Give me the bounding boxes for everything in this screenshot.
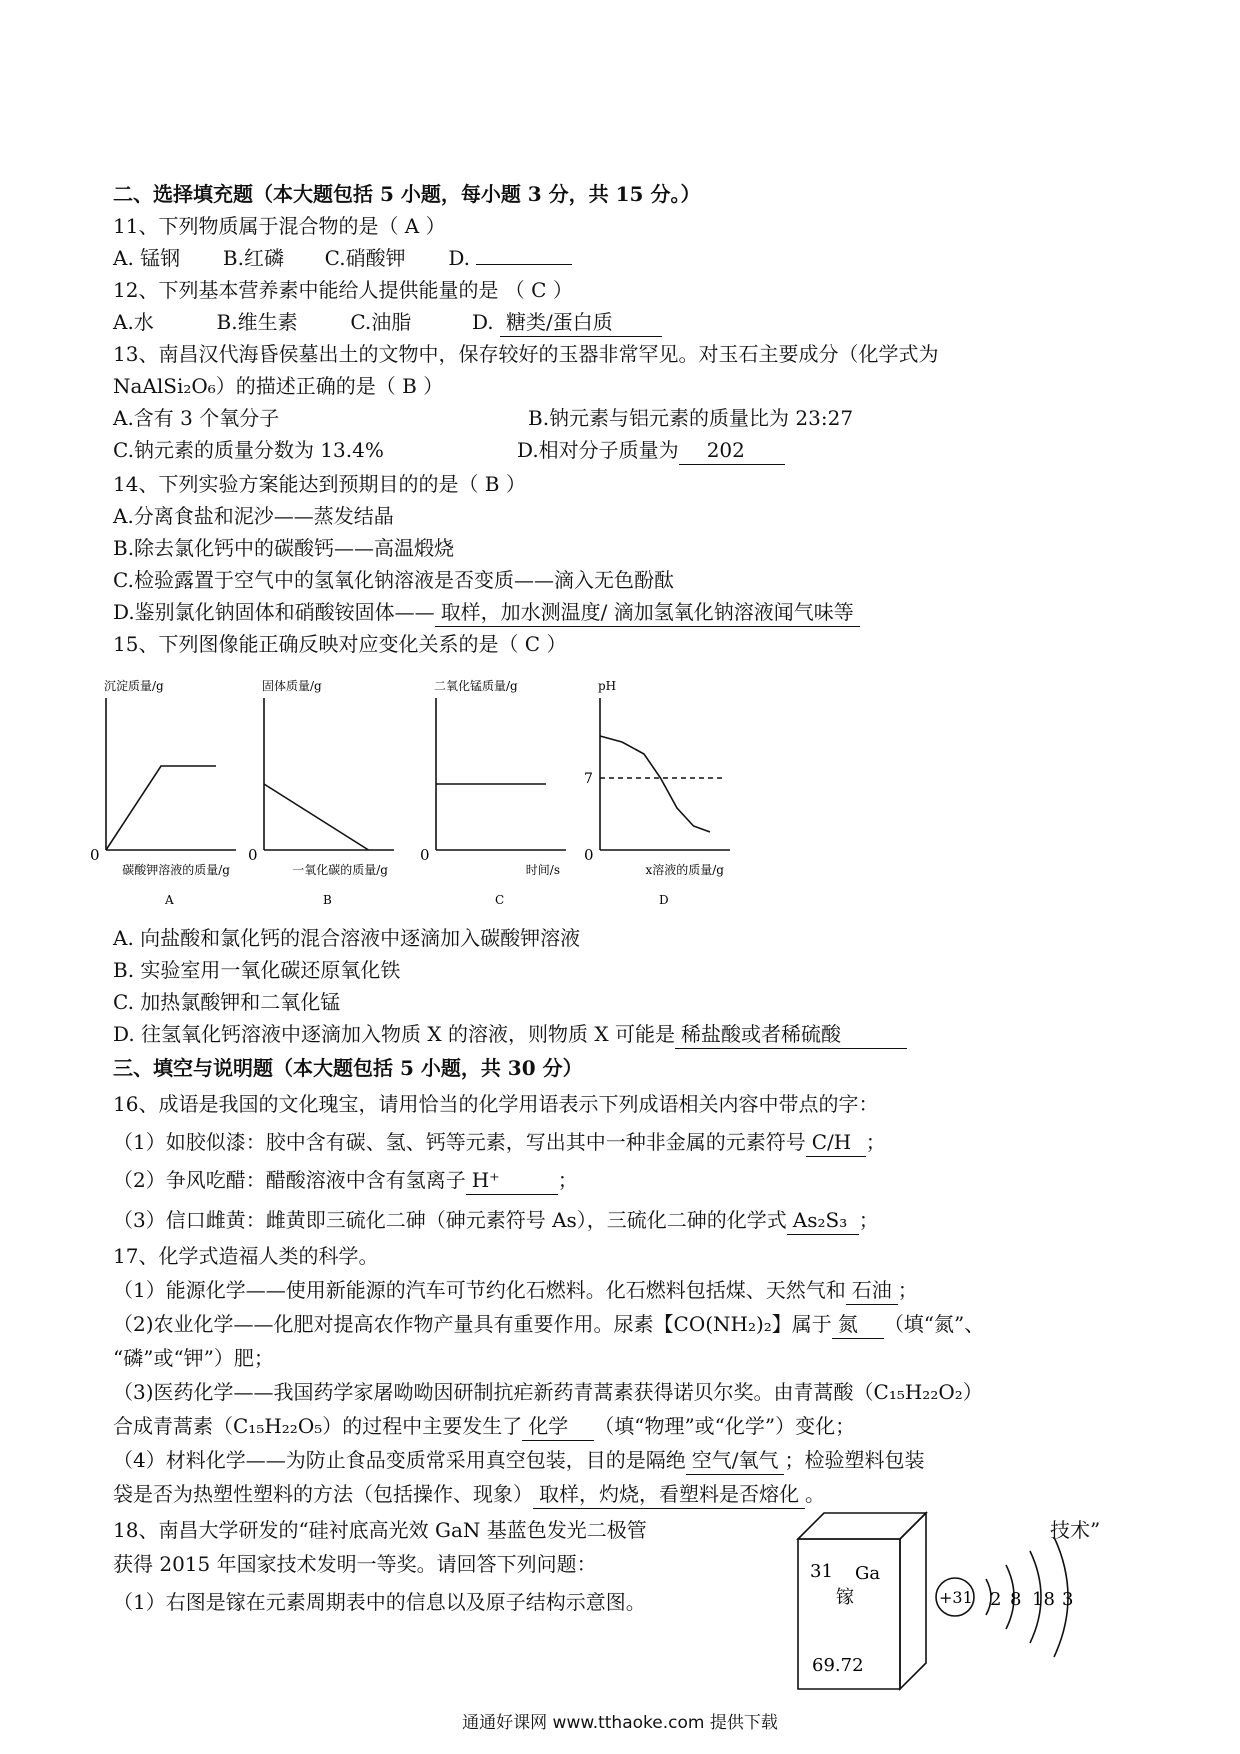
q15-charts xyxy=(90,679,832,912)
footer-source: 通通好课网 www.tthaoke.com 提供下载 xyxy=(462,1713,778,1733)
q13-option-d xyxy=(517,436,785,465)
q12-option-c: C.油脂 xyxy=(350,310,412,334)
shell-2-count: 8 xyxy=(1010,1589,1022,1610)
q14-stem: 14、下列实验方案能达到预期目的的是（ B ） xyxy=(113,472,526,496)
q17-part3-cont xyxy=(113,1412,855,1441)
q16-part3-text: （3）信口雌黄：雌黄即三硫化二砷（砷元素符号 As），三硫化二砷的化学式 xyxy=(113,1208,787,1232)
element-symbol: Ga xyxy=(855,1563,881,1584)
shell-4-count: 3 xyxy=(1062,1589,1074,1610)
q12-option-b: B.维生素 xyxy=(216,310,298,334)
q17-part2-answer: 氮 xyxy=(832,1310,884,1339)
chart-c-ylabel: 二氧化锰质量/g xyxy=(434,679,518,693)
chart-a-xlabel: 碳酸钾溶液的质量/g xyxy=(122,863,230,877)
q17-part3-answer: 化学 xyxy=(522,1412,594,1441)
q12-stem: 12、下列基本营养素中能给人提供能量的是 （ C ） xyxy=(113,278,573,302)
q11-option-a: A. 锰钢 xyxy=(113,246,181,270)
q17-part1-answer: 石油 xyxy=(846,1276,898,1305)
shell-1-count: 2 xyxy=(990,1589,1002,1610)
q16-part2-text: （2）争风吃醋：醋酸溶液中含有氢离子 xyxy=(113,1168,466,1192)
q17-part4-end: 。 xyxy=(805,1482,825,1506)
q17-part3-text: 合成青蒿素（C₁₅H₂₂O₅）的过程中主要发生了 xyxy=(113,1414,523,1438)
q15-answer: 稀盐酸或者稀硫酸 xyxy=(675,1020,907,1049)
chart-d-series-0 xyxy=(600,736,710,832)
element-mass: 69.72 xyxy=(812,1655,864,1676)
q12-option-a: A.水 xyxy=(113,310,154,334)
q15-option-d-label: D. 往氢氧化钙溶液中逐滴加入物质 X 的溶液，则物质 X 可能是 xyxy=(113,1022,675,1046)
q11-option-c: C.硝酸钾 xyxy=(324,246,406,270)
nucleus-charge: +31 xyxy=(939,1588,973,1607)
q18-stem-line1b: 技术” xyxy=(1050,1518,1101,1542)
q17-part1-text: （1）能源化学——使用新能源的汽车可节约化石燃料。化石燃料包括煤、天然气和 xyxy=(113,1278,846,1302)
shell-3-count: 18 xyxy=(1032,1589,1055,1610)
gallium-element-diagram xyxy=(798,1499,1138,1689)
q15-stem: 15、下列图像能正确反映对应变化关系的是（ C ） xyxy=(113,632,567,656)
q16-part1-end: ； xyxy=(865,1130,886,1154)
q17-part1 xyxy=(113,1276,918,1305)
q15-option-b: B. 实验室用一氧化碳还原氧化铁 xyxy=(113,958,401,982)
chart-d-ylabel: pH xyxy=(598,679,617,693)
q17-part4-text3: 袋是否为热塑性塑料的方法（包括操作、现象） xyxy=(113,1482,533,1506)
charts-root xyxy=(90,678,730,907)
q18-stem-line2: 获得 2015 年国家技术发明一等奖。请回答下列问题： xyxy=(113,1552,597,1576)
q17-part2-text: （2)农业化学——化肥对提高农作物产量具有重要作用。尿素【CO(NH₂)₂】属于 xyxy=(113,1312,832,1336)
chart-a-origin: 0 xyxy=(90,846,100,864)
chart-c-xlabel: 时间/s xyxy=(525,863,560,877)
chart-d-xlabel: x溶液的质量/g xyxy=(645,863,724,877)
q14-option-c: C.检验露置于空气中的氢氧化钠溶液是否变质——滴入无色酚酞 xyxy=(113,568,674,592)
q14-option-d xyxy=(113,598,860,627)
q14-option-a: A.分离食盐和泥沙——蒸发结晶 xyxy=(113,504,394,528)
element-name: 镓 xyxy=(836,1587,854,1608)
q13-option-d-label: D.相对分子质量为 xyxy=(517,438,679,462)
q13-stem-line2: NaAlSi₂O₆）的描述正确的是（ B ） xyxy=(113,374,444,398)
q16-part3-end: ； xyxy=(858,1208,879,1232)
q16-part2 xyxy=(113,1166,578,1195)
q17-part4-cont xyxy=(113,1480,825,1509)
q12-options xyxy=(113,308,662,337)
q13-answer: 202 xyxy=(679,436,785,465)
q16-part1-text: （1）如胶似漆：胶中含有碳、氢、钙等元素，写出其中一种非金属的元素符号 xyxy=(113,1130,806,1154)
q13-option-a: A.含有 3 个氧分子 xyxy=(113,406,280,430)
q14-option-d-label: D.鉴别氯化钠固体和硝酸铵固体—— xyxy=(113,600,435,624)
chart-b-xlabel: 一氧化碳的质量/g xyxy=(292,863,388,877)
q11-stem: 11、下列物质属于混合物的是（ A ） xyxy=(113,214,446,238)
q13-stem-line1: 13、南昌汉代海昏侯墓出土的文物中，保存较好的玉器非常罕见。对玉石主要成分（化学式为 xyxy=(113,342,939,366)
q15-option-a: A. 向盐酸和氯化钙的混合溶液中逐滴加入碳酸钾溶液 xyxy=(113,926,581,950)
q11-options xyxy=(113,244,572,272)
q17-part4-text: （4）材料化学——为防止食品变质常采用真空包装，目的是隔绝 xyxy=(113,1448,686,1472)
chart-a-series-0 xyxy=(106,766,216,850)
q17-part2-cont: “磷”或“钾”）肥； xyxy=(113,1346,274,1370)
q17-part2 xyxy=(113,1310,984,1339)
chart-c-origin: 0 xyxy=(420,846,430,864)
q11-answer-blank xyxy=(476,264,572,265)
chart-b-series-0 xyxy=(264,784,369,850)
q16-part3 xyxy=(113,1206,879,1235)
chart-c-panel-letter: C xyxy=(495,893,505,907)
q17-part3-hint: （填“物理”或“化学”）变化； xyxy=(594,1414,856,1438)
q16-stem: 16、成语是我国的文化瑰宝，请用恰当的化学用语表示下列成语相关内容中带点的字： xyxy=(113,1092,879,1116)
q14-option-b: B.除去氯化钙中的碳酸钙——高温煅烧 xyxy=(113,536,455,560)
q17-stem: 17、化学式造福人类的科学。 xyxy=(113,1244,379,1268)
q17-part2-hint: （填“氮”、 xyxy=(883,1312,985,1336)
q17-part4-answer1: 空气/氧气 xyxy=(686,1446,785,1475)
q14-answer: 取样，加水测温度/ 滴加氢氧化钠溶液闻气味等 xyxy=(435,598,860,627)
chart-d-ref-tick: 7 xyxy=(584,771,593,787)
chart-b-origin: 0 xyxy=(248,846,258,864)
q15-option-d xyxy=(113,1020,907,1049)
q17-part4-text2: ；检验塑料包装 xyxy=(784,1448,925,1472)
q17-part4-answer2: 取样，灼烧，看塑料是否熔化 xyxy=(533,1480,805,1509)
q18-part1: （1）右图是镓在元素周期表中的信息以及原子结构示意图。 xyxy=(113,1590,646,1614)
q16-part1-answer: C/H xyxy=(806,1128,866,1157)
chart-a-panel-letter: A xyxy=(165,893,174,907)
chart-b-panel-letter: B xyxy=(323,893,332,907)
chart-b-ylabel: 固体质量/g xyxy=(262,679,322,693)
q13-option-c: C.钠元素的质量分数为 13.4% xyxy=(113,438,384,462)
q18-stem-line1a: 18、南昌大学研发的“硅衬底高光效 GaN 基蓝色发光二极管 xyxy=(113,1518,647,1542)
section-3-title: 三、填空与说明题（本大题包括 5 小题，共 30 分） xyxy=(113,1056,583,1080)
q17-part4 xyxy=(113,1446,924,1475)
q13-option-b: B.钠元素与铝元素的质量比为 23:27 xyxy=(528,406,854,430)
q17-part3: （3)医药化学——我国药学家屠呦呦因研制抗疟新药青蒿素获得诺贝尔奖。由青蒿酸（C₁₅H₂₂O₂） xyxy=(113,1380,983,1404)
element-number: 31 xyxy=(810,1561,833,1582)
section-2-title: 二、选择填充题（本大题包括 5 小题，每小题 3 分，共 15 分。） xyxy=(113,182,701,206)
chart-a-ylabel: 沉淀质量/g xyxy=(104,679,164,693)
q17-part1-end: ； xyxy=(897,1278,918,1302)
chart-d-origin: 0 xyxy=(584,846,594,864)
q11-option-b: B.红磷 xyxy=(222,246,284,270)
q15-option-c: C. 加热氯酸钾和二氧化锰 xyxy=(113,990,341,1014)
q12-answer: 糖类/蛋白质 xyxy=(500,308,662,337)
q12-option-d: D. xyxy=(471,310,494,334)
q16-part1 xyxy=(113,1128,886,1157)
q16-part2-end: ； xyxy=(557,1168,578,1192)
q16-part2-answer: H⁺ xyxy=(466,1166,558,1195)
chart-d-panel-letter: D xyxy=(659,893,669,907)
q16-part3-answer: As₂S₃ xyxy=(787,1206,859,1235)
q11-option-d: D. xyxy=(448,246,471,270)
